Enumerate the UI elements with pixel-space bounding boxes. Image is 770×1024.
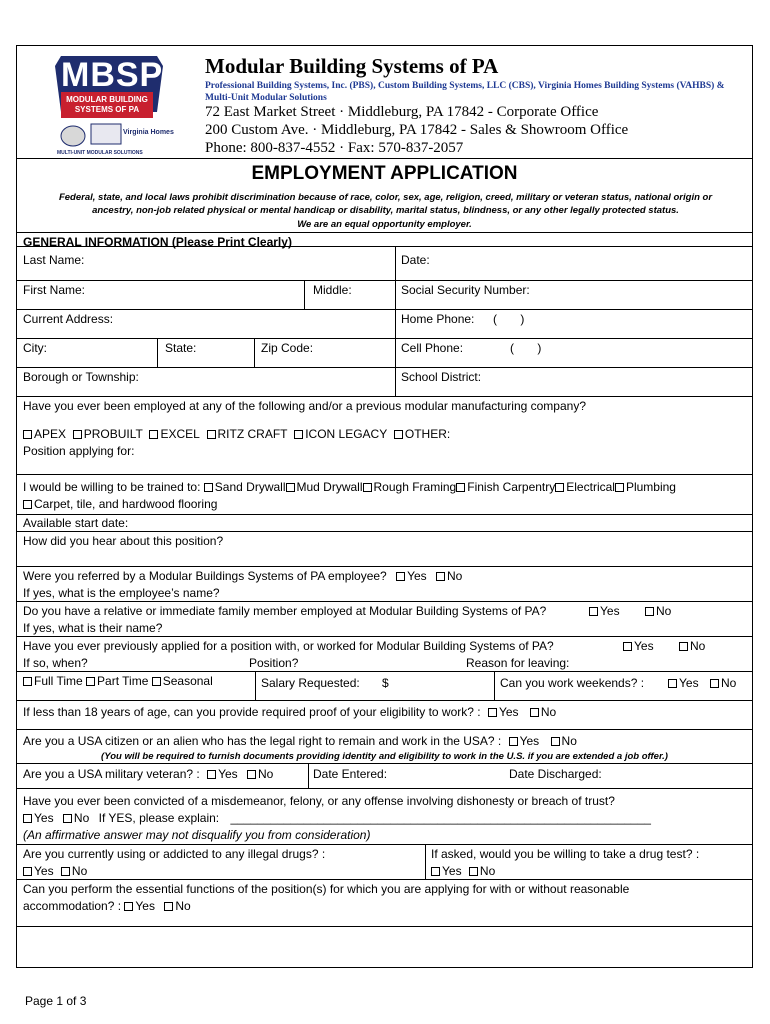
- veteran-row: [23, 767, 273, 781]
- essential-yes-label: Yes: [135, 899, 155, 913]
- under18-no-checkbox[interactable]: [530, 708, 539, 717]
- veteran-no-label: No: [258, 767, 274, 781]
- referred-no-checkbox[interactable]: [436, 572, 445, 581]
- drug-test-yes-label: Yes: [442, 864, 462, 878]
- electrical-label: Electrical: [566, 480, 615, 494]
- header-divider: [17, 158, 752, 159]
- citizen-note: (You will be required to furnish documents providing identity and eligibility to work in the U.S. if you are extended a job offer.): [101, 751, 668, 762]
- prev-applied-no-label: No: [690, 639, 706, 653]
- excel-label: EXCEL: [160, 427, 200, 441]
- section-general-info: GENERAL INFORMATION (Please Print Clearly): [23, 235, 292, 249]
- drugs-yes-checkbox[interactable]: [23, 867, 32, 876]
- finish-carpentry-checkbox[interactable]: [456, 483, 465, 492]
- weekends-yes: [668, 676, 699, 690]
- relative-yes-label: Yes: [600, 604, 620, 618]
- explain-line[interactable]: _______________________________________________________________: [230, 811, 651, 825]
- essential-yes-checkbox[interactable]: [124, 902, 133, 911]
- mud-drywall-label: Mud Drywall: [296, 480, 363, 494]
- weekends-label: Can you work weekends? :: [500, 676, 645, 690]
- drugs-no-label: No: [71, 864, 88, 878]
- full-time-checkbox[interactable]: [23, 677, 32, 686]
- drug-test-no-checkbox[interactable]: [469, 867, 478, 876]
- full-time-label: Full Time: [34, 674, 83, 688]
- under18-yes-label: Yes: [498, 705, 519, 719]
- prev-applied-yes: [623, 639, 654, 653]
- under18-yes-checkbox[interactable]: [488, 708, 497, 717]
- drugs-answer-row: [23, 864, 87, 878]
- heard-about-label: How did you hear about this position?: [23, 534, 224, 548]
- weekends-no-label: No: [721, 676, 737, 690]
- referred-yes-checkbox[interactable]: [396, 572, 405, 581]
- borough-label: Borough or Township:: [23, 370, 139, 384]
- ritz-craft-checkbox[interactable]: [207, 430, 216, 439]
- referred-no-label: No: [447, 569, 463, 583]
- part-time-checkbox[interactable]: [86, 677, 95, 686]
- citizen-no-checkbox[interactable]: [551, 737, 560, 746]
- conviction-yes-label: Yes: [34, 811, 54, 825]
- sand-drywall-checkbox[interactable]: [204, 483, 213, 492]
- drug-test-answer-row: [431, 864, 495, 878]
- ritz-craft-label: RITZ CRAFT: [217, 427, 288, 441]
- home-phone-label: Home Phone:: [401, 312, 475, 326]
- zip-label: Zip Code:: [261, 341, 314, 355]
- citizen-row: [23, 734, 577, 748]
- relative-name-label: If yes, what is their name?: [23, 621, 163, 635]
- relative-no-checkbox[interactable]: [645, 607, 654, 616]
- excel-checkbox[interactable]: [149, 430, 158, 439]
- weekends-no: [710, 676, 736, 690]
- flooring-label: Carpet, tile, and hardwood flooring: [34, 497, 218, 511]
- part-time-label: Part Time: [97, 674, 149, 688]
- probuilt-label: PROBUILT: [83, 427, 143, 441]
- essential-functions-question-cont: accommodation? :: [23, 899, 122, 913]
- company-subsidiaries: Professional Building Systems, Inc. (PBS), Custom Building Systems, LLC (CBS), Virginia Homes Building Systems (VAHBS) & Multi-Unit Modular Solutions: [205, 81, 725, 103]
- referred-yes-label: Yes: [407, 569, 427, 583]
- prev-applied-yes-label: Yes: [634, 639, 654, 653]
- conviction-no-checkbox[interactable]: [63, 814, 72, 823]
- prev-applied-no: [679, 639, 705, 653]
- relative-no-label: No: [656, 604, 672, 618]
- eeo-statement: We are an equal opportunity employer.: [297, 219, 472, 230]
- essential-no-label: No: [175, 899, 191, 913]
- other-label: OTHER:: [404, 427, 451, 441]
- company-name: Modular Building Systems of PA: [205, 54, 499, 78]
- ssn-label: Social Security Number:: [401, 283, 530, 297]
- prev-applied-no-checkbox[interactable]: [679, 642, 688, 651]
- employment-type-row: [23, 674, 213, 688]
- affirmative-note: (An affirmative answer may not disqualify you from consideration): [23, 828, 371, 842]
- middle-label: Middle:: [313, 283, 352, 297]
- salary-label: Salary Requested:: [261, 676, 360, 690]
- school-district-label: School District:: [401, 370, 482, 384]
- seasonal-checkbox[interactable]: [152, 677, 161, 686]
- training-intro: I would be willing to be trained to:: [23, 480, 201, 494]
- veteran-question: Are you a USA military veteran? :: [23, 767, 200, 781]
- rough-framing-checkbox[interactable]: [363, 483, 372, 492]
- icon-legacy-label: ICON LEGACY: [305, 427, 388, 441]
- home-phone-parens: ( ): [493, 312, 525, 326]
- application-form: [16, 45, 753, 968]
- training-row: [23, 480, 676, 494]
- finish-carpentry-label: Finish Carpentry: [467, 480, 556, 494]
- veteran-no-checkbox[interactable]: [247, 770, 256, 779]
- rough-framing-label: Rough Framing: [373, 480, 457, 494]
- citizen-question: Are you a USA citizen or an alien who has the legal right to remain and work in the USA? :: [23, 734, 502, 748]
- citizen-yes-label: Yes: [519, 734, 540, 748]
- icon-legacy-checkbox[interactable]: [294, 430, 303, 439]
- under18-row: [23, 705, 556, 719]
- referred-question: Were you referred by a Modular Buildings Systems of PA employee?: [23, 569, 387, 583]
- plumbing-label: Plumbing: [625, 480, 676, 494]
- sand-drywall-label: Sand Drywall: [214, 480, 286, 494]
- start-date-label: Available start date:: [23, 516, 129, 530]
- position-label: Position applying for:: [23, 444, 135, 458]
- essential-functions-question: Can you perform the essential functions of the position(s) for which you are applying for with or without reasonable: [23, 882, 630, 896]
- under18-question: If less than 18 years of age, can you provide required proof of your eligibility to work? :: [23, 705, 481, 719]
- mud-drywall-checkbox[interactable]: [286, 483, 295, 492]
- page-number: Page 1 of 3: [25, 994, 87, 1008]
- drug-test-yes-checkbox[interactable]: [431, 867, 440, 876]
- current-address-label: Current Address:: [23, 312, 114, 326]
- weekends-no-checkbox[interactable]: [710, 679, 719, 688]
- first-name-label: First Name:: [23, 283, 86, 297]
- logo-band-line1: MODULAR BUILDING: [66, 95, 148, 104]
- prev-modular-question: Have you ever been employed at any of the following and/or a previous modular manufacturing company?: [23, 399, 586, 413]
- reason-leaving-label: Reason for leaving:: [466, 656, 570, 670]
- citizen-yes-checkbox[interactable]: [509, 737, 518, 746]
- drug-test-question: If asked, would you be willing to take a drug test? :: [431, 847, 700, 861]
- date-discharged-label: Date Discharged:: [509, 767, 602, 781]
- date-entered-label: Date Entered:: [313, 767, 388, 781]
- relative-question: Do you have a relative or immediate family member employed at Modular Building Systems of PA?: [23, 604, 547, 618]
- apex-label: APEX: [34, 427, 67, 441]
- drugs-no-checkbox[interactable]: [61, 867, 70, 876]
- conviction-question: Have you ever been convicted of a misdemeanor, felony, or any offense involving dishonesty or breach of trust?: [23, 794, 615, 808]
- corporate-office-address: 72 East Market Street · Middleburg, PA 17842 - Corporate Office: [205, 104, 599, 120]
- under18-no-label: No: [540, 705, 557, 719]
- state-label: State:: [165, 341, 197, 355]
- company-logo: [53, 52, 174, 158]
- relative-yes-checkbox[interactable]: [589, 607, 598, 616]
- drug-test-no-label: No: [479, 864, 496, 878]
- other-checkbox[interactable]: [394, 430, 403, 439]
- drugs-yes-label: Yes: [34, 864, 54, 878]
- prev-applied-question: Have you ever previously applied for a position with, or worked for Modular Building Systems of PA?: [23, 639, 554, 653]
- relative-yes: [589, 604, 620, 618]
- salary-dollar: $: [382, 676, 389, 690]
- citizen-no-label: No: [561, 734, 577, 748]
- weekends-yes-label: Yes: [679, 676, 699, 690]
- conviction-no-label: No: [73, 811, 90, 825]
- apex-checkbox[interactable]: [23, 430, 32, 439]
- if-yes-explain-label: If YES, please explain:: [98, 811, 220, 825]
- veteran-yes-label: Yes: [218, 767, 238, 781]
- last-name-label: Last Name:: [23, 253, 85, 267]
- sales-office-address: 200 Custom Ave. · Middleburg, PA 17842 - Sales & Showroom Office: [205, 122, 629, 138]
- city-label: City:: [23, 341, 47, 355]
- electrical-checkbox[interactable]: [555, 483, 564, 492]
- date-label: Date:: [401, 253, 430, 267]
- flooring-checkbox[interactable]: [23, 500, 32, 509]
- discrimination-disclaimer: Federal, state, and local laws prohibit discrimination because of race, color, sex, age, religion, creed, military or veteran status, national origin or ancestry, non-job related physical or mental handicap or disability, marital status, blindness, or any other legally protected status.: [58, 192, 713, 216]
- form-title: EMPLOYMENT APPLICATION: [251, 163, 518, 184]
- prev-applied-yes-checkbox[interactable]: [623, 642, 632, 651]
- plumbing-checkbox[interactable]: [615, 483, 624, 492]
- logo-virginia-homes: Virginia Homes: [123, 129, 174, 136]
- company-phone-fax: Phone: 800-837-4552 · Fax: 570-837-2057: [205, 140, 464, 156]
- cell-phone-parens: ( ): [510, 341, 542, 355]
- veteran-yes-checkbox[interactable]: [207, 770, 216, 779]
- referred-name-label: If yes, what is the employee’s name?: [23, 586, 220, 600]
- flooring-row: [23, 497, 217, 511]
- weekends-yes-checkbox[interactable]: [668, 679, 677, 688]
- probuilt-checkbox[interactable]: [73, 430, 82, 439]
- prev-position-label: Position?: [249, 656, 299, 670]
- logo-band-line2: SYSTEMS OF PA: [74, 105, 140, 114]
- essential-answer-row: [23, 899, 191, 913]
- logo-multi-unit: MULTI-UNIT MODULAR SOLUTIONS: [57, 150, 143, 156]
- referred-row: [23, 569, 462, 583]
- drugs-question: Are you currently using or addicted to any illegal drugs? :: [23, 847, 326, 861]
- relative-no: [645, 604, 671, 618]
- logo-text: MBSP: [61, 56, 164, 94]
- company-checkboxes: [23, 427, 450, 441]
- essential-no-checkbox[interactable]: [164, 902, 173, 911]
- conviction-yes-checkbox[interactable]: [23, 814, 32, 823]
- seasonal-label: Seasonal: [162, 674, 213, 688]
- conviction-answer-row: [23, 811, 651, 825]
- if-so-when-label: If so, when?: [23, 656, 88, 670]
- cell-phone-label: Cell Phone:: [401, 341, 464, 355]
